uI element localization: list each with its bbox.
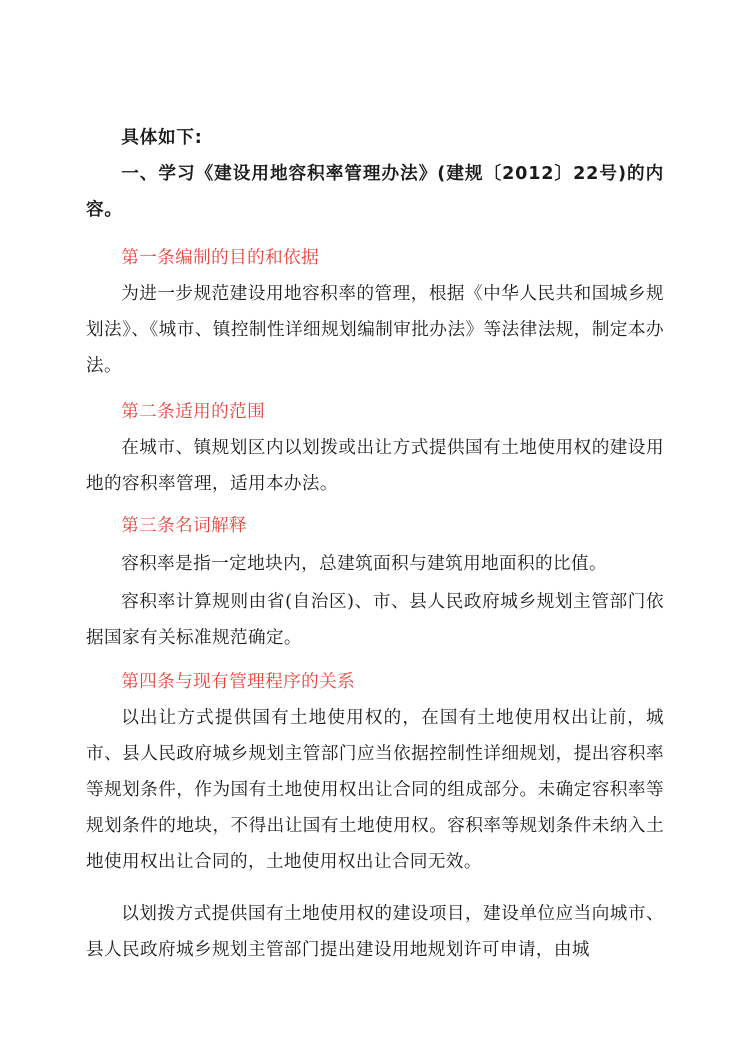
article-4-heading: 第四条与现有管理程序的关系: [121, 672, 356, 692]
article-1-heading: 第一条编制的目的和依据: [121, 248, 320, 268]
article-3-heading: 第三条名词解释: [121, 516, 248, 536]
section-title: 一、学习《建设用地容积率管理办法》(建规〔2012〕22号)的内容。: [86, 164, 664, 220]
article-4-paragraph-2: 以划拨方式提供国有土地使用权的建设项目，建设单位应当向城市、县人民政府城乡规划主管部门提出建设用地规划许可申请，由城: [86, 904, 664, 960]
article-2-paragraph-1: 在城市、镇规划区内以划拨或出让方式提供国有土地使用权的建设用地的容积率管理，适用本办法。: [86, 438, 664, 494]
article-3-paragraph-1: 容积率是指一定地块内，总建筑面积与建筑用地面积的比值。: [121, 554, 608, 574]
article-3-paragraph-2: 容积率计算规则由省(自治区)、市、县人民政府城乡规划主管部门依据国家有关标准规范确定。: [86, 592, 664, 648]
article-2-heading: 第二条适用的范围: [121, 402, 266, 422]
intro-heading: 具体如下:: [121, 128, 203, 148]
article-1-paragraph-1: 为进一步规范建设用地容积率的管理，根据《中华人民共和国城乡规划法》、《城市、镇控制性详细规划编制审批办法》等法律法规，制定本办法。: [86, 284, 664, 376]
article-4-paragraph-1: 以出让方式提供国有土地使用权的，在国有土地使用权出让前，城市、县人民政府城乡规划主管部门应当依据控制性详细规划，提出容积率等规划条件，作为国有土地使用权出让合同的组成部分。未确定容积率等规划条件的地块，不得出让国有土地使用权。容积率等规划条件未纳入土地使用权出让合同的，土地使用权出让合同无效。: [86, 708, 664, 872]
